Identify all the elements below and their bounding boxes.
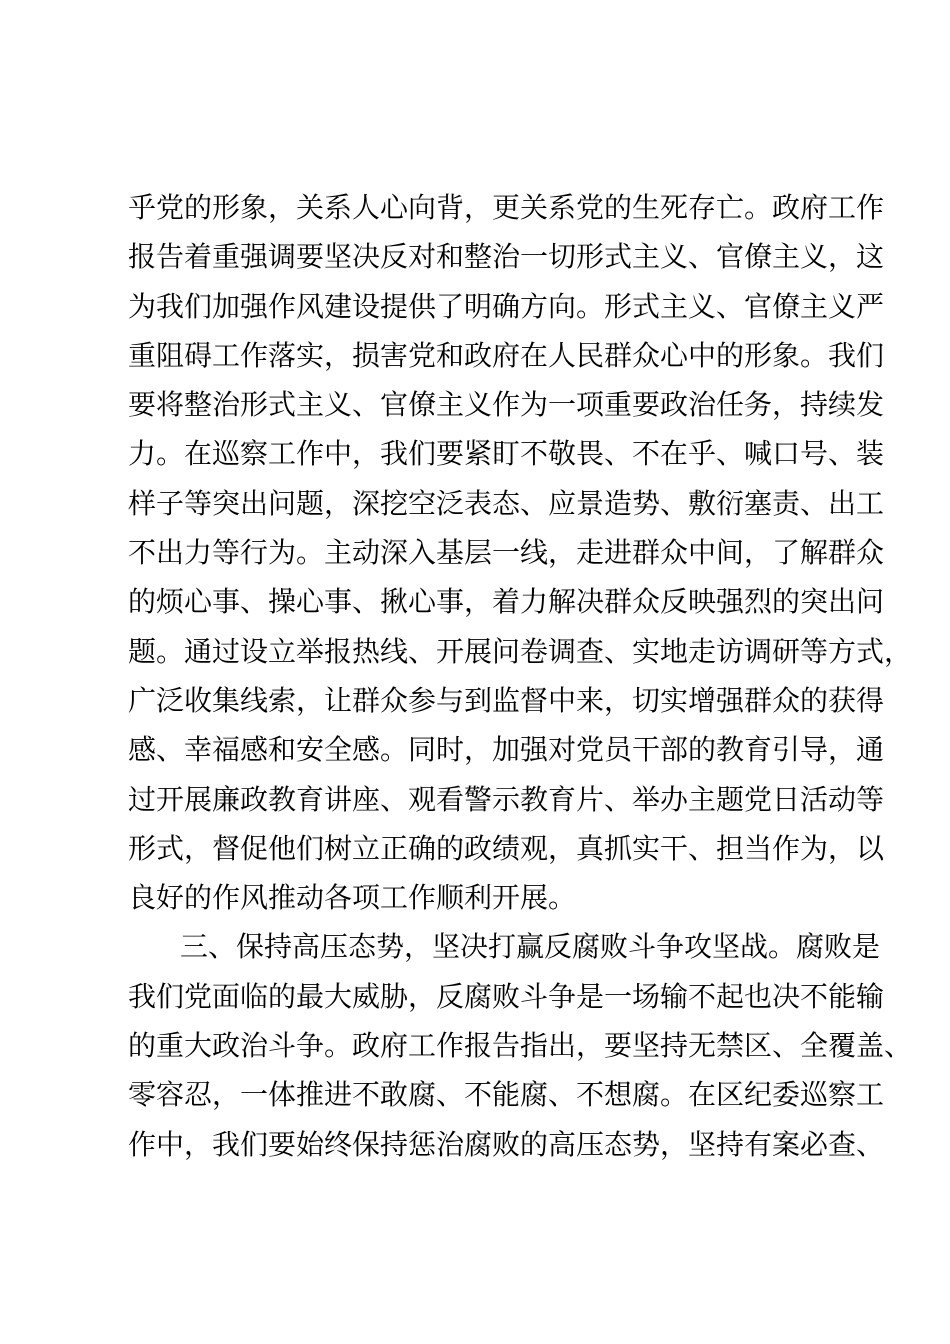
text-line: 零容忍，一体推进不敢腐、不能腐、不想腐。在区纪委巡察工: [128, 1078, 885, 1112]
text-line: 报告着重强调要坚决反对和整治一切形式主义、官僚主义，这: [128, 240, 885, 274]
text-line: 要将整治形式主义、官僚主义作为一项重要政治任务，持续发: [128, 388, 885, 422]
text-line: 良好的作风推动各项工作顺利开展。: [128, 881, 577, 915]
text-line: 的重大政治斗争。政府工作报告指出，要坚持无禁区、全覆盖、: [128, 1029, 913, 1063]
text-line: 过开展廉政教育讲座、观看警示教育片、举办主题党日活动等: [128, 782, 885, 816]
text-line: 为我们加强作风建设提供了明确方向。形式主义、官僚主义严: [128, 289, 885, 323]
text-line: 感、幸福感和安全感。同时，加强对党员干部的教育引导，通: [128, 733, 885, 767]
text-line: 广泛收集线索，让群众参与到监督中来，切实增强群众的获得: [128, 683, 885, 717]
text-line: 作中，我们要始终保持惩治腐败的高压态势，坚持有案必查、: [128, 1127, 885, 1161]
text-line: 我们党面临的最大威胁，反腐败斗争是一场输不起也决不能输: [128, 979, 885, 1013]
body-text: [128, 183, 913, 1169]
text-line: 样子等突出问题，深挖空泛表态、应景造势、敷衍塞责、出工: [128, 486, 885, 520]
text-line: 重阻碍工作落实，损害党和政府在人民群众心中的形象。我们: [128, 338, 885, 372]
text-line: 题。通过设立举报热线、开展问卷调查、实地走访调研等方式，: [128, 634, 913, 668]
text-line: 的烦心事、操心事、揪心事，着力解决群众反映强烈的突出问: [128, 585, 885, 619]
text-line: 乎党的形象，关系人心向背，更关系党的生死存亡。政府工作: [128, 191, 885, 224]
text-line: 力。在巡察工作中，我们要紧盯不敬畏、不在乎、喊口号、装: [128, 437, 885, 471]
text-line: 不出力等行为。主动深入基层一线，走进群众中间，了解群众: [128, 536, 885, 570]
section-heading-line: 三、保持高压态势，坚决打赢反腐败斗争攻坚战。腐败是: [180, 930, 881, 964]
text-line: 形式，督促他们树立正确的政绩观，真抓实干、担当作为，以: [128, 831, 885, 865]
